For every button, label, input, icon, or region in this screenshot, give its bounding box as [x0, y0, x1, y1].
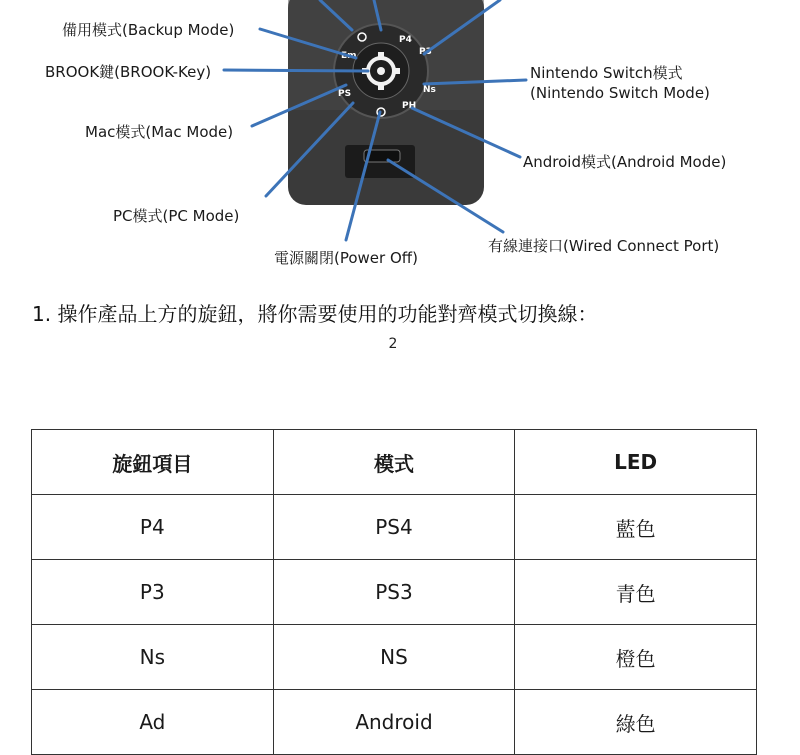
label-switch-mode-line2: (Nintendo Switch Mode): [530, 84, 710, 102]
label-brook-key: BROOK鍵(BROOK-Key): [45, 63, 212, 81]
label-pc-mode: PC模式(PC Mode): [113, 207, 240, 225]
label-mac-mode: Mac模式(Mac Mode): [85, 123, 234, 141]
dial-mark-em: Em: [341, 51, 357, 61]
table-row: [32, 625, 757, 690]
table-row: [32, 690, 757, 755]
cell-dial-item: P3: [32, 560, 274, 625]
cell-dial-item: Ns: [32, 625, 274, 690]
cell-led: 藍色: [515, 495, 757, 560]
dial-mark-ph: PH: [402, 101, 417, 111]
label-wired-port: 有線連接口(Wired Connect Port): [488, 237, 720, 255]
cell-led: 綠色: [515, 690, 757, 755]
cell-dial-item: Ad: [32, 690, 274, 755]
dial-mark-p3: P3: [419, 47, 432, 57]
dial-mark-ns: Ns: [423, 85, 436, 95]
label-power-off: 電源關閉(Power Off): [274, 249, 418, 267]
dial-mark-p4: P4: [399, 35, 412, 45]
cell-led: 橙色: [515, 625, 757, 690]
header-dial-item: 旋鈕項目: [32, 430, 274, 495]
cell-mode: NS: [273, 625, 515, 690]
cell-mode: PS3: [273, 560, 515, 625]
header-mode: 模式: [273, 430, 515, 495]
device-diagram: [0, 0, 800, 270]
label-android-mode: Android模式(Android Mode): [523, 153, 727, 171]
page-number: 2: [388, 336, 398, 352]
header-led: LED: [515, 430, 757, 495]
cell-mode: Android: [273, 690, 515, 755]
instruction-text: 1. 操作產品上方的旋鈕，將你需要使用的功能對齊模式切換線：: [32, 302, 598, 326]
leader-line-brook-key: [224, 70, 368, 71]
mode-table: [31, 429, 757, 755]
cell-dial-item: P4: [32, 495, 274, 560]
table-row: [32, 495, 757, 560]
table-row: [32, 560, 757, 625]
cell-led: 青色: [515, 560, 757, 625]
table-header-row: [32, 430, 757, 495]
cell-mode: PS4: [273, 495, 515, 560]
dial-mark-ps: PS: [338, 89, 352, 99]
label-backup-mode: 備用模式(Backup Mode): [62, 21, 235, 39]
label-switch-mode-line1: Nintendo Switch模式: [530, 64, 683, 82]
